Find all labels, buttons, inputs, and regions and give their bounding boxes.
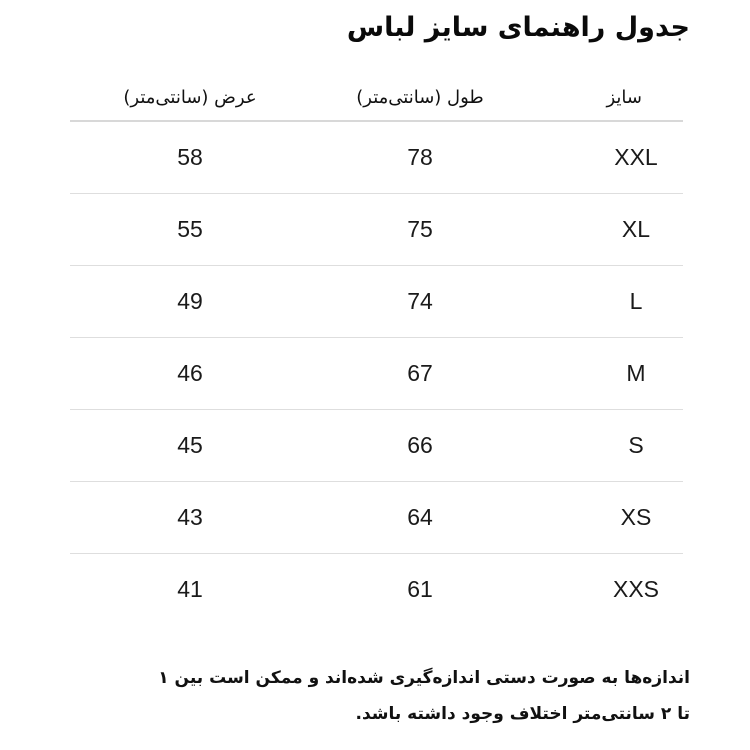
length-cell: 75 — [407, 216, 433, 242]
size-cell: XS — [620, 504, 652, 530]
table-row — [70, 194, 683, 266]
width-cell: 55 — [177, 216, 203, 242]
page-title: جدول راهنمای سایز لباس — [346, 12, 690, 43]
note-line-2: تا ۲ سانتی‌متر اختلاف وجود داشته باشد. — [355, 704, 690, 724]
size-cell: XXL — [614, 144, 658, 170]
table-row — [70, 266, 683, 338]
measurement-note — [50, 660, 690, 732]
table-row — [70, 482, 683, 554]
width-cell: 46 — [177, 360, 203, 386]
length-cell: 74 — [407, 288, 433, 314]
table-row — [70, 122, 683, 194]
table-row — [70, 338, 683, 410]
width-cell: 49 — [177, 288, 203, 314]
size-cell: L — [629, 288, 643, 314]
table-row — [70, 410, 683, 482]
size-cell: S — [628, 432, 644, 458]
header-width: عرض (سانتی‌متر) — [123, 87, 257, 108]
width-cell: 58 — [177, 144, 203, 170]
width-cell: 45 — [177, 432, 203, 458]
size-cell: M — [626, 360, 646, 386]
table-row — [70, 554, 683, 625]
length-cell: 67 — [407, 360, 433, 386]
size-table — [70, 72, 683, 625]
size-cell: XXS — [612, 576, 660, 602]
size-cell: XL — [621, 216, 651, 242]
note-line-1: اندازه‌ها به صورت دستی اندازه‌گیری شده‌اند و ممکن است بین ۱ — [158, 668, 690, 688]
width-cell: 43 — [177, 504, 203, 530]
length-cell: 66 — [407, 432, 433, 458]
length-cell: 78 — [407, 144, 433, 170]
length-cell: 61 — [407, 576, 433, 602]
length-cell: 64 — [407, 504, 433, 530]
width-cell: 41 — [177, 576, 203, 602]
table-header-row: سایز طول (سانتی‌متر) عرض (سانتی‌متر) — [70, 72, 683, 122]
header-length: طول (سانتی‌متر) — [356, 87, 484, 108]
